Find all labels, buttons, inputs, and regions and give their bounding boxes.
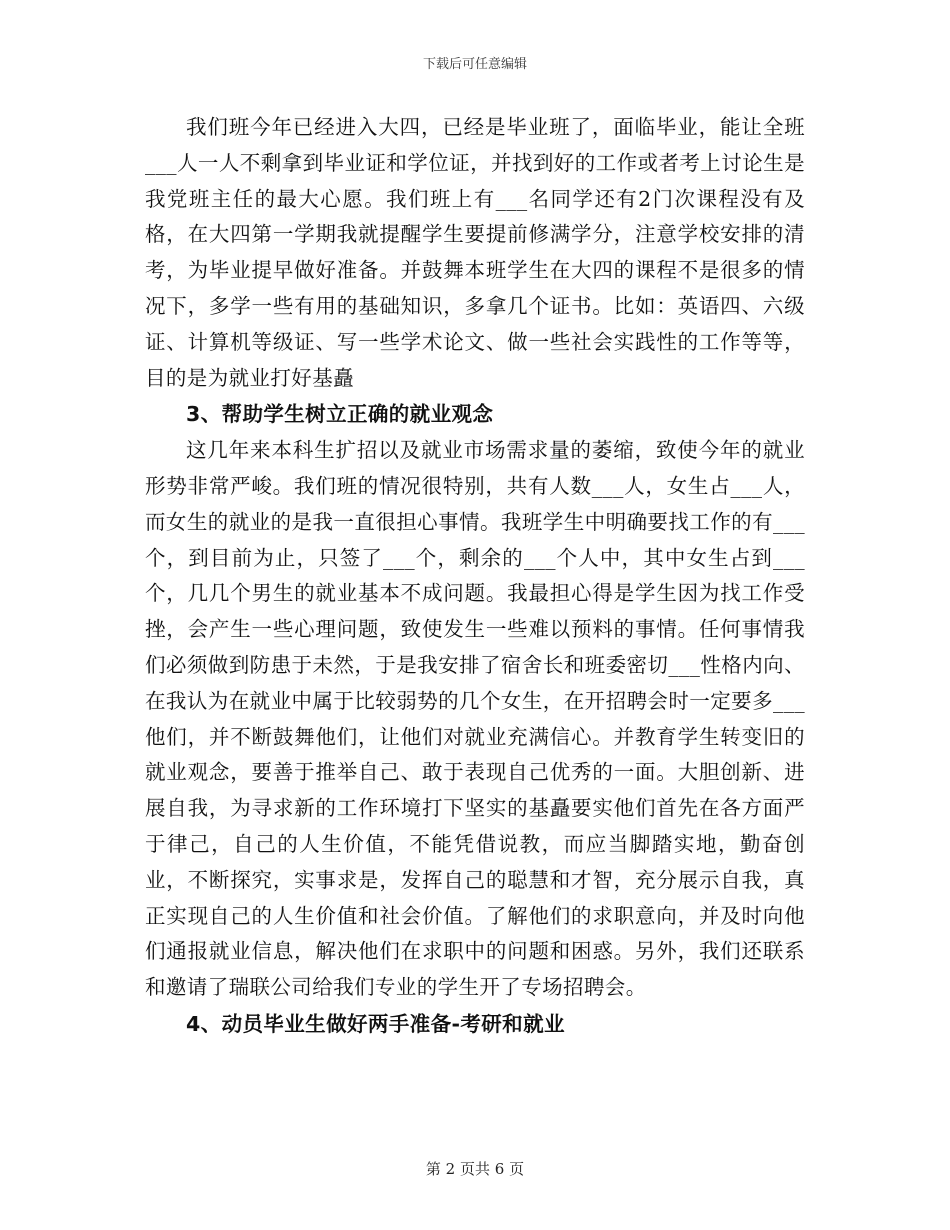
document-body [145, 110, 805, 1043]
page-header: 下载后可任意编辑 [422, 57, 527, 72]
section-heading-3: 3、帮助学生树立正确的就业观念 [186, 402, 494, 427]
page-number: 第 2 页共 6 页 [425, 1160, 525, 1178]
paragraph-graduation-goals: 我们班今年已经进入大四，已经是毕业班了，面临毕业，能让全班___人一人不剩拿到毕业证和学位证，并找到好的工作或者考上讨论生是我党班主任的最大心愿。我们班上有___名同学还有2门次课程没有及格，在大四第一学期我就提醒学生要提前修满学分，注意学校安排的清考，为毕业提早做好准备。并鼓舞本班学生在大四的课程不是很多的情况下，多学一些有用的基础知识，多拿几个证书。比如：英语四、六级证、计算机等级证、写一些学术论文、做一些社会实践性的工作等等，目的是为就业打好基矗 [145, 115, 805, 390]
section-heading-4: 4、动员毕业生做好两手准备-考研和就业 [186, 1011, 565, 1036]
paragraph-employment-concept: 这几年来本科生扩招以及就业市场需求量的萎缩，致使今年的就业形势非常严峻。我们班的情况很特别，共有人数___人，女生占___人，而女生的就业的是我一直很担心事情。我班学生中明确要找工作的有___个，到目前为止，只签了___个，剩余的___个人中，其中女生占到___个，几几个男生的就业基本不成问题。我最担心得是学生因为找工作受挫，会产生一些心理问题，致使发生一些难以预料的事情。任何事情我们必须做到防患于未然，于是我安排了宿舍长和班委密切___性格内向、在我认为在就业中属于比较弱势的几个女生，在开招聘会时一定要多___他们，并不断鼓舞他们，让他们对就业充满信心。并教育学生转变旧的就业观念，要善于推举自己、敢于表现自己优秀的一面。大胆创新、进展自我，为寻求新的工作环境打下坚实的基矗要实他们首先在各方面严于律己，自己的人生价值，不能凭借说教，而应当脚踏实地，勤奋创业，不断探究，实事求是，发挥自己的聪慧和才智，充分展示自我，真正实现自己的人生价值和社会价值。了解他们的求职意向，并及时向他们通报就业信息，解决他们在求职中的问题和困惑。另外，我们还联系和邀请了瑞联公司给我们专业的学生开了专场招聘会。 [145, 438, 805, 1000]
